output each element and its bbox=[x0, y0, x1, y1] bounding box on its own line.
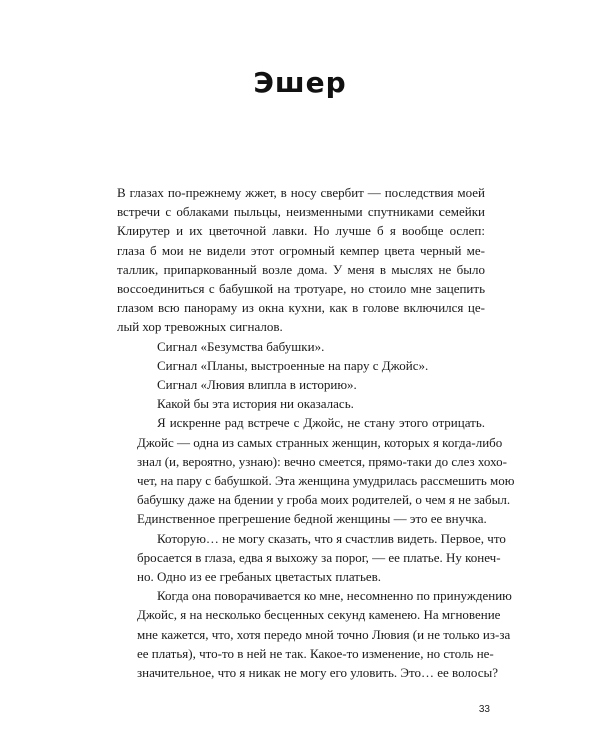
chapter-title: Эшер bbox=[253, 66, 347, 99]
text-line: бабушку даже на бдении у гроба моих родителей, о чем я не забыл. bbox=[137, 492, 511, 508]
text-line: Когда она поворачивается ко мне, несомненно по принуждению bbox=[157, 588, 512, 604]
page-number: 33 bbox=[478, 704, 490, 715]
text-line: Единственное прегрешение бедной женщины — это ее внучка. bbox=[137, 511, 487, 527]
text-line: мне кажется, что, хотя передо мной точно Лювия (и не только из-за bbox=[137, 626, 511, 642]
text-line: Какой бы эта история ни оказалась. bbox=[157, 396, 354, 412]
text-line: чет, на пару с бабушкой. Эта женщина умудрилась рассмешить мою bbox=[137, 473, 515, 489]
text-line: Которую… не могу сказать, что я счастлив видеть. Первое, что bbox=[157, 530, 506, 546]
text-line: значительное, что я никак не могу его уловить. Это… ее волосы? bbox=[137, 665, 499, 681]
paragraph bbox=[117, 356, 485, 375]
text-line: глаза б мои не видели этот огромный кемпер цвета черный ме- bbox=[117, 242, 485, 258]
paragraph bbox=[117, 413, 515, 528]
text-line: Джойс — одна из самых странных женщин, которых я когда-либо bbox=[137, 434, 503, 450]
text-line: Джойс, я на несколько бесценных секунд каменею. На мгновение bbox=[137, 607, 501, 623]
paragraph bbox=[117, 529, 506, 587]
text-line: Сигнал «Планы, выстроенные на пару с Джойс». bbox=[157, 357, 429, 373]
text-line: Сигнал «Безумства бабушки». bbox=[157, 338, 325, 354]
paragraph bbox=[117, 375, 485, 394]
text-line: Сигнал «Лювия влипла в историю». bbox=[157, 377, 357, 393]
text-line: знал (и, вероятно, узнаю): вечно смеется, прямо-таки до слез хохо- bbox=[137, 453, 507, 469]
text-line: Я искренне рад встрече с Джойс, не стану этого отрицать. bbox=[157, 415, 485, 431]
text-line: встречи с облаками пыльцы, неизменными спутниками семейки bbox=[117, 204, 485, 220]
paragraph bbox=[117, 183, 485, 337]
text-line: лый хор тревожных сигналов. bbox=[117, 319, 283, 335]
text-line: воссоединиться с бабушкой на тротуаре, но стоило мне зацепить bbox=[117, 281, 485, 297]
text-line: бросается в глаза, едва я выхожу за порог, — ее платье. Ну конеч- bbox=[137, 549, 501, 565]
text-line: таллик, припаркованный возле дома. У меня в мыслях не было bbox=[117, 261, 485, 277]
paragraph bbox=[117, 337, 485, 356]
text-line: ее платья), что-то в ней не так. Какое-то изменение, но столь не- bbox=[137, 645, 494, 661]
paragraph bbox=[117, 394, 485, 413]
text-line: но. Одно из ее гребаных цветастых платьев. bbox=[137, 569, 382, 585]
text-line: В глазах по-прежнему жжет, в носу свербит — последствия моей bbox=[117, 185, 485, 200]
body-text bbox=[117, 183, 515, 682]
paragraph bbox=[117, 586, 512, 682]
text-line: глазом всю панораму из окна кухни, как в голове включился це- bbox=[117, 300, 485, 316]
text-line: Клирутер и их цветочной лавки. Но лучше б я вообще ослеп: bbox=[117, 223, 485, 239]
